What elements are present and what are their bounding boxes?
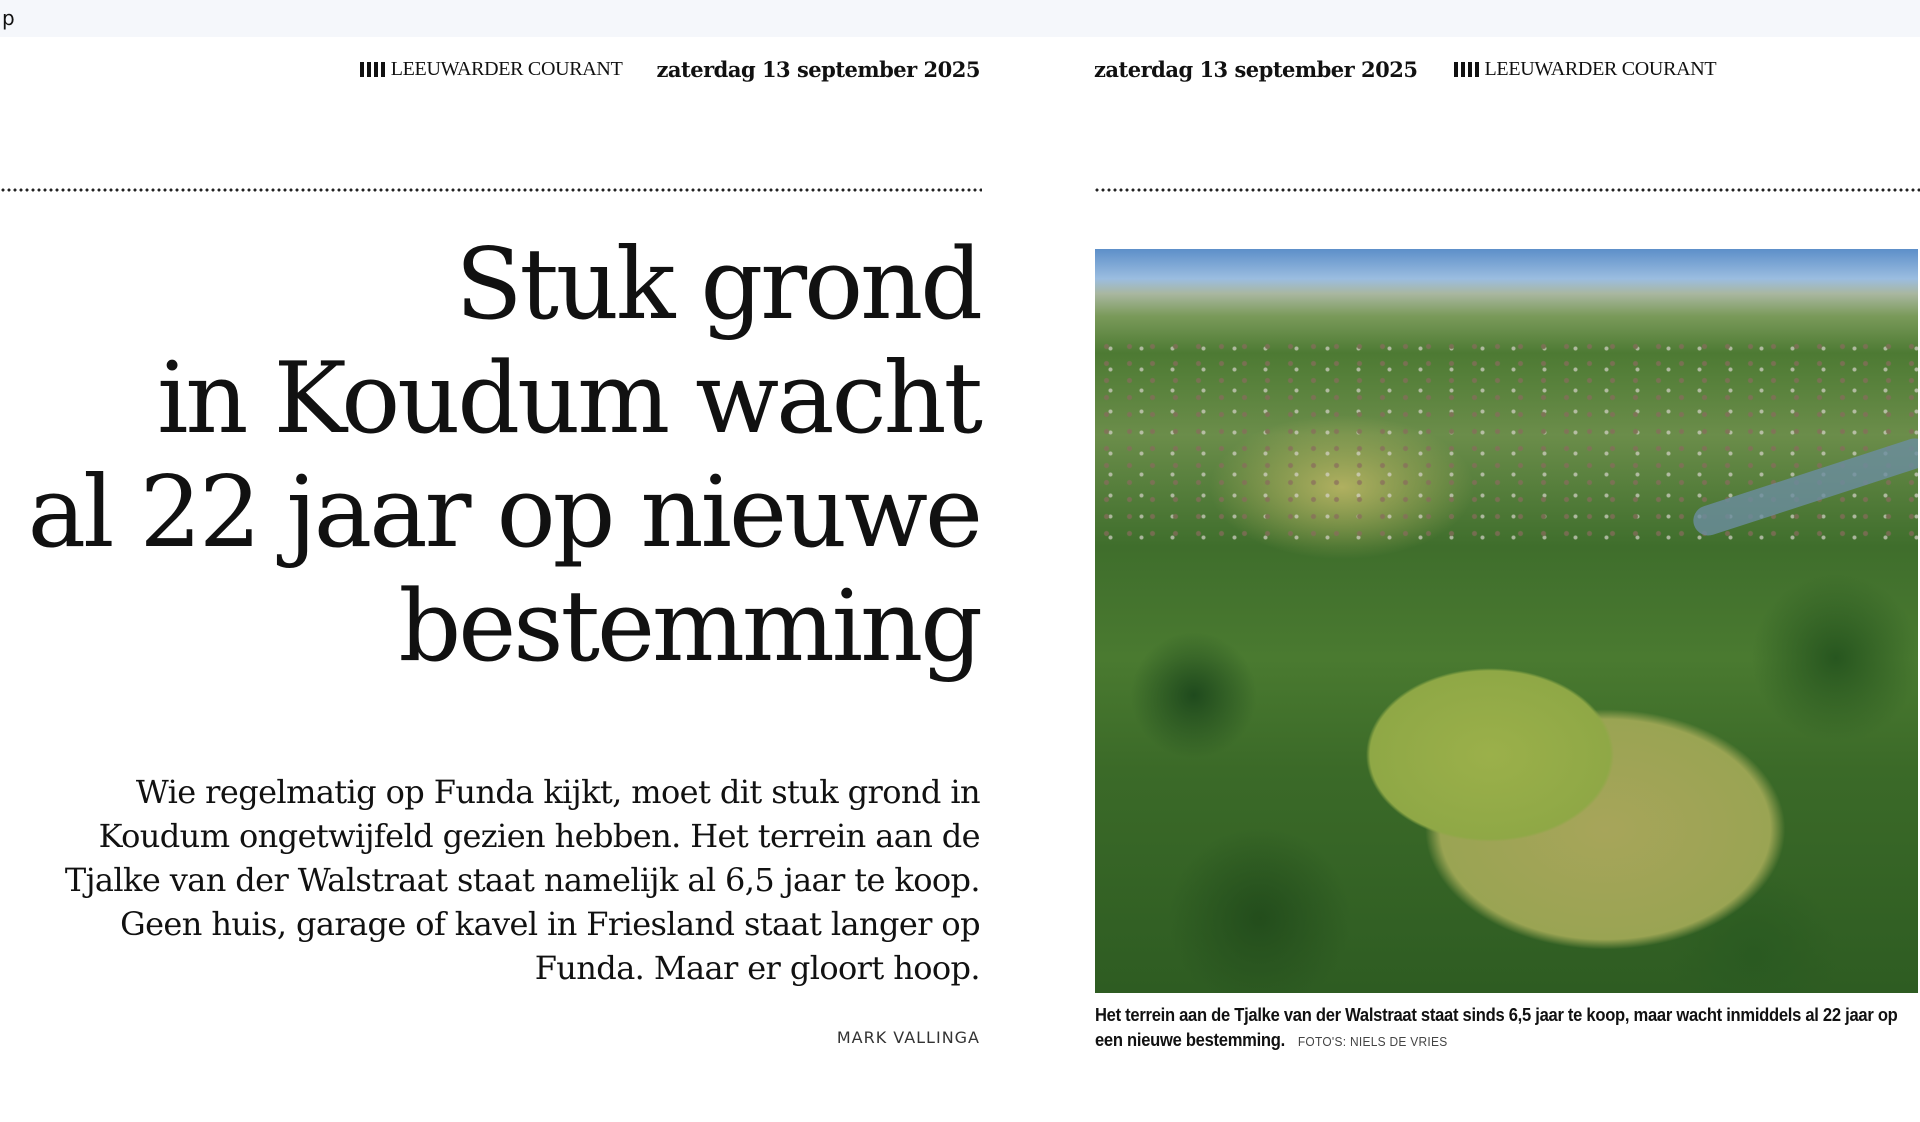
aerial-photo [1095,249,1918,993]
photo-credit: FOTO'S: NIELS DE VRIES [1297,1034,1448,1049]
headline-line: Stuk grond [455,228,980,342]
article-headline [0,228,980,684]
headline-line: in Koudum wacht [157,342,980,456]
top-bar [0,0,1920,37]
lede-line: Funda. Maar er gloort hoop. [534,949,980,987]
newspaper-brand [360,58,623,81]
lede-line: Tjalke van der Walstraat staat namelijk al 6,5 jaar te koop. [64,861,980,899]
brand-bars-icon [1454,62,1479,77]
lede-line: Koudum ongetwijfeld gezien hebben. Het terrein aan de [98,817,980,855]
byline: MARK VALLINGA [836,1028,980,1047]
brand-name: LEEUWARDER COURANT [1484,57,1717,80]
brand-bars-icon [360,62,385,77]
lede-line: Geen huis, garage of kavel in Friesland staat langer op [120,905,980,943]
brand-name: LEEUWARDER COURANT [390,57,623,80]
top-bar-text: p [2,6,15,30]
photo-caption [1095,1003,1920,1054]
caption-text: Het terrein aan de Tjalke van der Walstraat staat sinds 6,5 jaar te koop, maar wacht inmiddels al 22 jaar op een nieuwe bestemming. [1095,1005,1898,1050]
dotted-divider [1094,188,1920,192]
village-houses [1095,338,1918,546]
lede-line: Wie regelmatig op Funda kijkt, moet dit stuk grond in [135,773,980,811]
article-lede [0,770,980,990]
newspaper-brand [1454,58,1717,81]
page-date: zaterdag 13 september 2025 [656,56,980,82]
left-page-header [360,54,980,84]
headline-line: bestemming [398,570,980,684]
headline-line: al 22 jaar op nieuwe [27,456,980,570]
right-page-header [1094,54,1716,84]
page-date: zaterdag 13 september 2025 [1094,56,1418,82]
dotted-divider [0,188,982,192]
